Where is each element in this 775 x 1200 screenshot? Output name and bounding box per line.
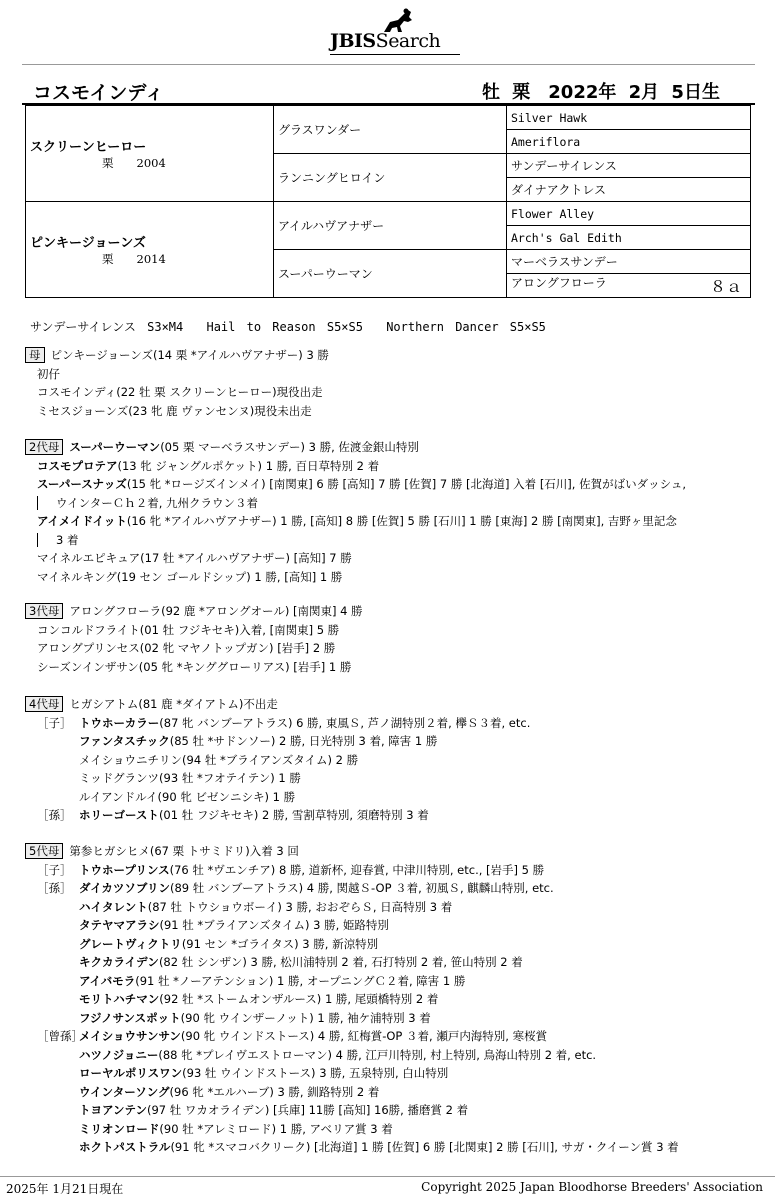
progeny-row xyxy=(25,732,530,751)
progeny-row xyxy=(25,1101,679,1120)
progeny-row xyxy=(25,953,679,972)
horse-name: タテヤマアラシ xyxy=(79,918,160,932)
progeny-row xyxy=(25,806,530,825)
progeny-row xyxy=(25,990,679,1009)
horse-name: コスモインディ xyxy=(33,82,164,104)
horse-record: (87 牝 バンブーアトラス) 6 勝, 東風Ｓ, 芦ノ湖特別２着, 欅Ｓ３着, etc. xyxy=(159,715,531,730)
horse-record: (87 牡 トウショウボーイ) 3 勝, おおぞらＳ, 日高特別 3 着 xyxy=(147,899,453,914)
relation-label: ［孫］ xyxy=(37,881,72,895)
horse-record: (76 牡 *ヴエンチア) 8 勝, 道新杯, 迎春賞, 中津川特別, etc., [岩手] 5 勝 xyxy=(169,862,545,877)
horse-record: (92 牡 *ストームオンザルース) 1 勝, 尾頭橋特別 2 着 xyxy=(159,992,439,1006)
horse-record: (13 牝 ジャングルポケット) 1 勝, 百日草特別 2 着 xyxy=(117,458,380,473)
gen2-section: 2代母 スーパーウーマン(05 栗 マーベラスサンデー) 3 勝, 佐渡金銀山特別 コスモプロテア(13 牝 ジャングルポケット) 1 勝, 百日草特別 2 着 スーパースナッズ(15 牝 *ロージズインメイ) [南関東] 6 勝 [高知] 7 勝 [佐賀] 7 勝 [北海道] 入着 [石川], 佐賀がばいダッシュ, ウインターＣｈ２着, 九州クラウン３着 アイメイドイット(16 牝 *アイルハヴアナザー) 1 勝, [高知] 8 勝 [佐賀] 5 勝 [石川] 1 勝 [東海] 2 勝 [南関東], 吉野ヶ里記念 3 着 マイネルエピキュア(17 牡 *アイルハヴアナザー) [高知] 7 勝 マイネルキング(19 セン ゴールドシップ) 1 勝, [高知] 1 勝 xyxy=(25,438,686,586)
pedigree-gen3-3: サンデーサイレンス xyxy=(507,154,751,178)
horse-record: (15 牝 *ロージズインメイ) [南関東] 6 勝 [高知] 7 勝 [佐賀] 7 勝 [北海道] 入着 [石川], 佐賀がばいダッシュ, xyxy=(126,477,687,491)
progeny-row xyxy=(25,512,686,531)
horse-record: (91 セン *ゴライタス) 3 勝, 新涼特別 xyxy=(181,936,379,951)
pedigree-dam-dam: スーパーウーマン xyxy=(274,250,507,298)
progeny-row xyxy=(25,769,530,788)
pedigree-dam-sire: アイルハヴアナザー xyxy=(274,202,507,250)
progeny-row xyxy=(25,1046,679,1065)
horse-record: メイショウニチリン(94 牡 *ブライアンズタイム) 2 勝 xyxy=(79,752,359,767)
horse-name: トヨアンテン xyxy=(79,1103,147,1117)
horse-name: グレートヴィクトリ xyxy=(79,936,182,951)
section-tag: 3代母 xyxy=(25,603,63,619)
pedigree-sire: スクリーンヒーロー 栗 2004 xyxy=(26,106,274,202)
footer-date: 2025年 1月21日現在 xyxy=(6,1182,124,1196)
progeny-row xyxy=(25,549,686,568)
section-tag: 2代母 xyxy=(25,439,63,455)
horse-name: ホリーゴースト xyxy=(79,808,159,822)
horse-name: スーパースナッズ xyxy=(37,477,127,491)
progeny-row xyxy=(25,751,530,770)
horse-record: (91 牡 *ノーアテンション) 1 勝, オープニングＣ２着, 障害 1 勝 xyxy=(135,973,466,988)
horse-name: モリトハチマン xyxy=(79,992,160,1006)
horse-info: 牡 栗 2022年 2月 5日生 xyxy=(482,82,720,103)
pedigree-dam: ピンキージョーンズ 栗 2014 xyxy=(26,202,274,298)
logo-text: JBISSearch xyxy=(330,30,441,52)
horse-record: (91 牡 *ブライアンズタイム) 3 勝, 姫路特別 xyxy=(159,918,389,932)
relation-label: ［子］ xyxy=(37,715,72,730)
horse-name: キクカライデン xyxy=(79,955,159,969)
relation-label: ［孫］ xyxy=(37,808,72,822)
horse-name: アイメイドイット xyxy=(37,514,127,528)
progeny-row xyxy=(25,1009,679,1028)
gen3-section: 3代母 アロングフローラ(92 鹿 *アロングオール) [南関東] 4 勝 コンコルドフライト(01 牡 フジキセキ)入着, [南関東] 5 勝 アロングプリンセス(02 牝 マヤノトップガン) [岩手] 2 勝 シーズンインザサン(05 牝 *キンググローリアス) [岩手] 1 勝 xyxy=(25,602,363,676)
horse-record: (16 牝 *アイルハヴアナザー) 1 勝, [高知] 8 勝 [佐賀] 5 勝 [石川] 1 勝 [東海] 2 勝 [南関東], 吉野ヶ里記念 xyxy=(126,514,677,528)
gen4-section: 4代母 ヒガシアトム(81 鹿 *ダイアトム)不出走 ［子］ トウホーカラー(87 牝 バンブーアトラス) 6 勝, 東風Ｓ, 芦ノ湖特別２着, 欅Ｓ３着, etc. ファンタスチック(85 牡 *サドンソー) 2 勝, 日光特別 3 着, 障害 1 勝 メイショウニチリン(94 牡 *ブライアンズタイム) 2 勝 ミッドグランツ(93 牡 *フオテイテン) 1 勝 ルイアンドルイ(90 牝 ビゼンニシキ) 1 勝 ［孫］ ホリーゴースト(01 牡 フジキセキ) 2 勝, 雪割草特別, 須磨特別 3 着 xyxy=(25,695,530,825)
progeny-row xyxy=(25,972,679,991)
progeny-row xyxy=(25,1138,679,1157)
horse-name: ミリオンロード xyxy=(79,1121,160,1136)
horse-name: コスモプロテア xyxy=(37,458,118,473)
horse-name: ローヤルポリスワン xyxy=(79,1066,183,1080)
pedigree-gen3-4: ダイナアクトレス xyxy=(507,178,751,202)
progeny-row: 3 着 xyxy=(25,531,686,550)
horse-record: (88 牝 *プレイヴエストローマン) 4 勝, 江戸川特別, 村上特別, 鳥海山特別 2 着, etc. xyxy=(158,1047,597,1062)
pedigree-sire-dam: ランニングヒロイン xyxy=(274,154,507,202)
horse-name: ホクトパストラル xyxy=(79,1140,171,1154)
dam-section: 母 ピンキージョーンズ(14 栗 *アイルハヴアナザー) 3 勝 初仔 コスモインディ(22 牡 栗 スクリーンヒーロー)現役出走 ミセスジョーンズ(23 牝 鹿 ヴァンセンヌ)現役未出走 xyxy=(25,346,329,420)
progeny-row xyxy=(25,1120,679,1139)
horse-record: (01 牡 フジキセキ) 2 勝, 雪割草特別, 須磨特別 3 着 xyxy=(158,808,429,822)
progeny-row xyxy=(25,879,679,898)
horse-record: (97 牡 ワカオライデン) [兵庫] 11勝 [高知] 16勝, 播磨賞 2 着 xyxy=(146,1103,469,1117)
horse-name: ハイタレント xyxy=(79,899,148,914)
jbis-logo[interactable] xyxy=(330,8,460,54)
horse-record: ルイアンドルイ(90 牝 ビゼンニシキ) 1 勝 xyxy=(79,789,296,804)
horse-name: ハツノジョニー xyxy=(79,1047,159,1062)
horse-record: ミッドグランツ(93 牡 *フオテイテン) 1 勝 xyxy=(79,771,301,785)
horse-record: マイネルキング(19 セン ゴールドシップ) 1 勝, [高知] 1 勝 xyxy=(37,569,343,584)
horse-name: アイバモラ xyxy=(79,973,136,988)
pedigree-gen3-5: Flower Alley xyxy=(507,202,751,226)
gen5-section: 5代母 第参ヒガシヒメ(67 栗 トサミドリ)入着 3 回 ［子］ トウホープリンス(76 牡 *ヴエンチア) 8 勝, 道新杯, 迎春賞, 中津川特別, etc., [岩手] 5 勝 ［孫］ ダイカツソブリン(89 牡 バンブーアトラス) 4 勝, 関越Ｓ-OP ３着, 初風Ｓ, 麒麟山特別, etc. ハイタレント(87 牡 トウショウボーイ) 3 勝, おおぞらＳ, 日高特別 3 着 タテヤマアラシ(91 牡 *ブライアンズタイム) 3 勝, 姫路特別 グレートヴィクトリ(91 セン *ゴライタス) 3 勝, 新涼特別 キクカライデン(82 牡 シンザン) 3 勝, 松川浦特別 2 着, 石打特別 2 着, 笹山特別 2 着 アイバモラ(91 牡 *ノーアテンション) 1 勝, オープニングＣ２着, 障害 1 勝 モリトハチマン(92 牡 *ストームオンザルース) 1 勝, 尾頭橋特別 2 着 フジノサンスポット(90 牝 ウインザーノット) 1 勝, 袖ケ浦特別 3 着 ［曾孫］メイショウサンサン(90 牝 ウインドストース) 4 勝, 紅梅賞-OP ３着, 瀬戸内海特別, 寒桜賞 ハツノジョニー(88 牝 *プレイヴエストローマン) 4 勝, 江戸川特別, 村上特別, 鳥海山特別 2 着, etc. ローヤルポリスワン(93 牡 ウインドストース) 3 勝, 五泉特別, 白山特別 ウインターソング(96 牝 *エルハーブ) 3 勝, 釧路特別 2 着 トヨアンテン(97 牡 ワカオライデン) [兵庫] 11勝 [高知] 16勝, 播磨賞 2 着 ミリオンロード(90 牡 *アレミロード) 1 勝, アベリア賞 3 着 ホクトパストラル(91 牝 *スマコバクリーク) [北海道] 1 勝 [佐賀] 6 勝 [北関東] 2 勝 [石川], サガ・クイーン賞 3 着 xyxy=(25,842,679,1157)
pedigree-sire-sire: グラスワンダー xyxy=(274,106,507,154)
progeny-row xyxy=(25,475,686,494)
pedigree-gen3-6: Arch's Gal Edith xyxy=(507,226,751,250)
section-tag: 4代母 xyxy=(25,696,63,712)
horse-record: (90 牡 *アレミロード) 1 勝, アベリア賞 3 着 xyxy=(159,1121,393,1136)
horse-record: (90 牝 ウインドストース) 4 勝, 紅梅賞-OP ３着, 瀬戸内海特別, 寒桜賞 xyxy=(180,1029,548,1043)
pedigree-gen3-7: マーベラスサンデー xyxy=(507,250,751,274)
horse-record: マイネルエピキュア(17 牡 *アイルハヴアナザー) [高知] 7 勝 xyxy=(37,551,352,565)
horse-name: ウインターソング xyxy=(79,1084,170,1099)
horse-record: (90 牝 ウインザーノット) 1 勝, 袖ケ浦特別 3 着 xyxy=(180,1010,431,1025)
inbreeding-line: サンデーサイレンス S3×M4 Hail to Reason S5×S5 Northern Dancer S5×S5 xyxy=(30,320,546,334)
horse-record: (89 牡 バンブーアトラス) 4 勝, 関越Ｓ-OP ３着, 初風Ｓ, 麒麟山特別, etc. xyxy=(169,881,554,895)
horse-record: (96 牝 *エルハーブ) 3 勝, 釧路特別 2 着 xyxy=(169,1084,380,1099)
progeny-row xyxy=(25,898,679,917)
progeny-row xyxy=(25,916,679,935)
pedigree-gen3-1: Silver Hawk xyxy=(507,106,751,130)
pedigree-gen3-2: Ameriflora xyxy=(507,130,751,154)
section-tag: 母 xyxy=(25,347,45,363)
progeny-row xyxy=(25,568,686,587)
progeny-row xyxy=(25,788,530,807)
pedigree-table xyxy=(25,105,751,298)
progeny-row xyxy=(25,861,679,880)
progeny-row: ウインターＣｈ２着, 九州クラウン３着 xyxy=(25,494,686,513)
horse-record: (91 牝 *スマコバクリーク) [北海道] 1 勝 [佐賀] 6 勝 [北関東] 2 勝 [石川], サガ・クイーン賞 3 着 xyxy=(170,1140,679,1154)
horse-record: (82 牡 シンザン) 3 勝, 松川浦特別 2 着, 石打特別 2 着, 笹山特別 2 着 xyxy=(158,955,523,969)
horse-name: ファンタスチック xyxy=(79,734,170,748)
footer-copyright: Copyright 2025 Japan Bloodhorse Breeders' Association xyxy=(421,1180,763,1194)
horse-record: (85 牡 *サドンソー) 2 勝, 日光特別 3 着, 障害 1 勝 xyxy=(169,734,438,748)
horse-name: ダイカツソブリン xyxy=(79,881,170,895)
progeny-row xyxy=(25,1027,679,1046)
progeny-row xyxy=(25,714,530,733)
progeny-row xyxy=(25,1064,679,1083)
horse-name: トウホーカラー xyxy=(79,715,160,730)
family-code: ８ａ xyxy=(709,277,742,296)
relation-label: ［子］ xyxy=(37,862,72,877)
section-tag: 5代母 xyxy=(25,843,63,859)
progeny-row xyxy=(25,1083,679,1102)
horse-name: トウホープリンス xyxy=(79,862,170,877)
horse-name: メイショウサンサン xyxy=(79,1029,181,1043)
progeny-row xyxy=(25,935,679,954)
horse-record: (93 牡 ウインドストース) 3 勝, 五泉特別, 白山特別 xyxy=(182,1066,449,1080)
horse-name: フジノサンスポット xyxy=(79,1010,181,1025)
pedigree-gen3-8: アロングフローラ ８ａ xyxy=(507,274,751,298)
progeny-row xyxy=(25,457,686,476)
relation-label: ［曾孫］ xyxy=(37,1029,83,1043)
